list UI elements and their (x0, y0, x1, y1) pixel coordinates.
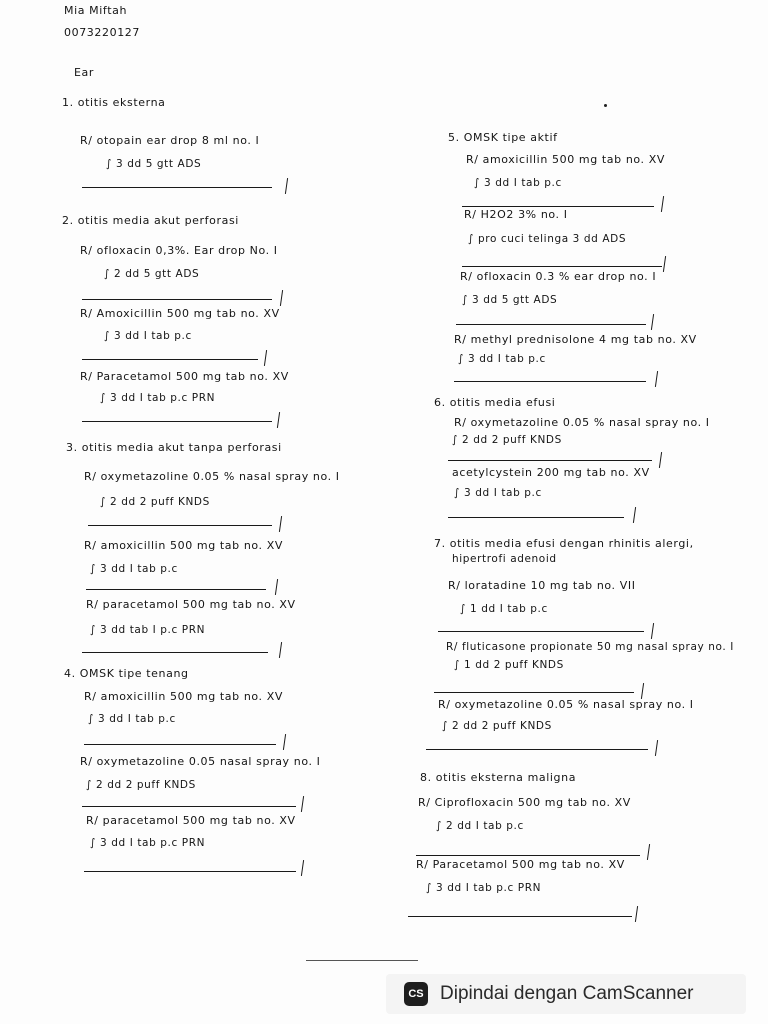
closing-mark (279, 516, 282, 532)
closing-mark (279, 642, 282, 658)
closing-mark (301, 860, 304, 876)
section-6-title: 6. otitis media efusi (434, 396, 556, 409)
prescription-line: R/ oxymetazoline 0.05 % nasal spray no. I (438, 698, 694, 711)
closing-mark (633, 507, 636, 523)
prescription-line: R/ oxymetazoline 0.05 % nasal spray no. I (84, 470, 340, 483)
signa-line: ∫ 3 dd 5 gtt ADS (106, 158, 202, 170)
signa-line: ∫ 3 dd I tab p.c PRN (90, 837, 206, 849)
signa-line: ∫ 3 dd I tab p.c (474, 177, 562, 189)
closing-rule (84, 744, 276, 745)
closing-mark (663, 256, 666, 272)
signa-line: ∫ 1 dd I tab p.c (460, 603, 548, 615)
ink-dot (604, 104, 607, 107)
signa-line: ∫ 2 dd I tab p.c (436, 820, 524, 832)
closing-mark (655, 371, 658, 387)
section-7-title: 7. otitis media efusi dengan rhinitis alergi, (434, 537, 694, 550)
prescription-line: R/ amoxicillin 500 mg tab no. XV (84, 690, 283, 703)
camscanner-logo: CS (404, 982, 428, 1006)
closing-mark (651, 314, 654, 330)
closing-rule (448, 460, 652, 461)
prescription-line: R/ amoxicillin 500 mg tab no. XV (466, 153, 665, 166)
closing-mark (285, 178, 288, 194)
closing-mark (647, 844, 650, 860)
closing-rule (462, 206, 654, 207)
signa-line: ∫ 3 dd I tab p.c (104, 330, 192, 342)
prescription-line: R/ Amoxicillin 500 mg tab no. XV (80, 307, 280, 320)
camscanner-text: Dipindai dengan CamScanner (440, 983, 694, 1004)
closing-rule (438, 631, 644, 632)
closing-mark (283, 734, 286, 750)
prescription-line: R/ otopain ear drop 8 ml no. I (80, 134, 260, 147)
prescription-line: R/ Paracetamol 500 mg tab no. XV (80, 370, 289, 383)
signa-line: ∫ 3 dd I tab p.c (90, 563, 178, 575)
camscanner-watermark (386, 974, 746, 1014)
signa-line: ∫ 1 dd 2 puff KNDS (454, 659, 564, 671)
closing-mark (277, 412, 280, 428)
closing-mark (659, 452, 662, 468)
closing-mark (655, 740, 658, 756)
section-3-title: 3. otitis media akut tanpa perforasi (66, 441, 282, 454)
signa-line: ∫ 3 dd I tab p.c (458, 353, 546, 365)
closing-rule (88, 525, 272, 526)
signa-line: ∫ 2 dd 2 puff KNDS (86, 779, 196, 791)
closing-mark (651, 623, 654, 639)
section-8-title: 8. otitis eksterna maligna (420, 771, 577, 784)
signa-line: ∫ 3 dd tab I p.c PRN (90, 624, 206, 636)
closing-mark (641, 683, 644, 699)
prescription-line: R/ methyl prednisolone 4 mg tab no. XV (454, 333, 697, 346)
closing-rule (448, 517, 624, 518)
signa-line: ∫ pro cuci telinga 3 dd ADS (468, 233, 627, 245)
closing-rule (82, 299, 272, 300)
prescription-line: acetylcystein 200 mg tab no. XV (452, 466, 650, 479)
signa-line: ∫ 2 dd 2 puff KNDS (452, 434, 562, 446)
prescription-line: R/ loratadine 10 mg tab no. VII (448, 579, 636, 592)
signa-line: ∫ 3 dd I tab p.c (454, 487, 542, 499)
topic-heading: Ear (74, 66, 95, 79)
signa-line: ∫ 3 dd I tab p.c (88, 713, 176, 725)
section-7-subtitle: hipertrofi adenoid (452, 553, 557, 565)
prescription-line: R/ oxymetazoline 0.05 % nasal spray no. I (454, 416, 710, 429)
signa-line: ∫ 2 dd 5 gtt ADS (104, 268, 200, 280)
prescription-line: R/ Paracetamol 500 mg tab no. XV (416, 858, 625, 871)
closing-rule (84, 871, 296, 872)
student-name: Mia Miftah (64, 4, 128, 17)
prescription-line: R/ ofloxacin 0,3%. Ear drop No. I (80, 244, 278, 257)
section-5-title: 5. OMSK tipe aktif (448, 131, 558, 144)
prescription-line: R/ H2O2 3% no. I (464, 208, 568, 221)
closing-mark (275, 579, 278, 595)
closing-rule (82, 652, 268, 653)
closing-rule (416, 855, 640, 856)
prescription-line: R/ fluticasone propionate 50 mg nasal spray no. I (446, 641, 734, 653)
signa-line: ∫ 3 dd I tab p.c PRN (426, 882, 542, 894)
closing-mark (264, 350, 267, 366)
closing-rule (456, 324, 646, 325)
closing-rule (86, 589, 266, 590)
closing-rule (408, 916, 632, 917)
prescription-line: R/ paracetamol 500 mg tab no. XV (86, 598, 296, 611)
prescription-line: R/ Ciprofloxacin 500 mg tab no. XV (418, 796, 631, 809)
closing-mark (635, 906, 638, 922)
closing-mark (661, 196, 664, 212)
closing-rule (82, 421, 272, 422)
closing-rule (462, 266, 662, 267)
section-1-title: 1. otitis eksterna (62, 96, 166, 109)
closing-mark (280, 290, 283, 306)
signa-line: ∫ 3 dd I tab p.c PRN (100, 392, 216, 404)
student-id: 0073220127 (64, 26, 140, 39)
prescription-line: R/ amoxicillin 500 mg tab no. XV (84, 539, 283, 552)
signa-line: ∫ 2 dd 2 puff KNDS (442, 720, 552, 732)
prescription-line: R/ oxymetazoline 0.05 nasal spray no. I (80, 755, 321, 768)
section-4-title: 4. OMSK tipe tenang (64, 667, 189, 680)
section-2-title: 2. otitis media akut perforasi (62, 214, 239, 227)
prescription-line: R/ ofloxacin 0.3 % ear drop no. I (460, 270, 657, 283)
closing-rule (426, 749, 648, 750)
signa-line: ∫ 2 dd 2 puff KNDS (100, 496, 210, 508)
closing-mark (301, 796, 304, 812)
prescription-line: R/ paracetamol 500 mg tab no. XV (86, 814, 296, 827)
closing-rule (82, 187, 272, 188)
closing-rule (434, 692, 634, 693)
closing-rule (82, 806, 296, 807)
closing-rule (454, 381, 646, 382)
scan-edge-line (306, 960, 418, 961)
closing-rule (82, 359, 258, 360)
signa-line: ∫ 3 dd 5 gtt ADS (462, 294, 558, 306)
